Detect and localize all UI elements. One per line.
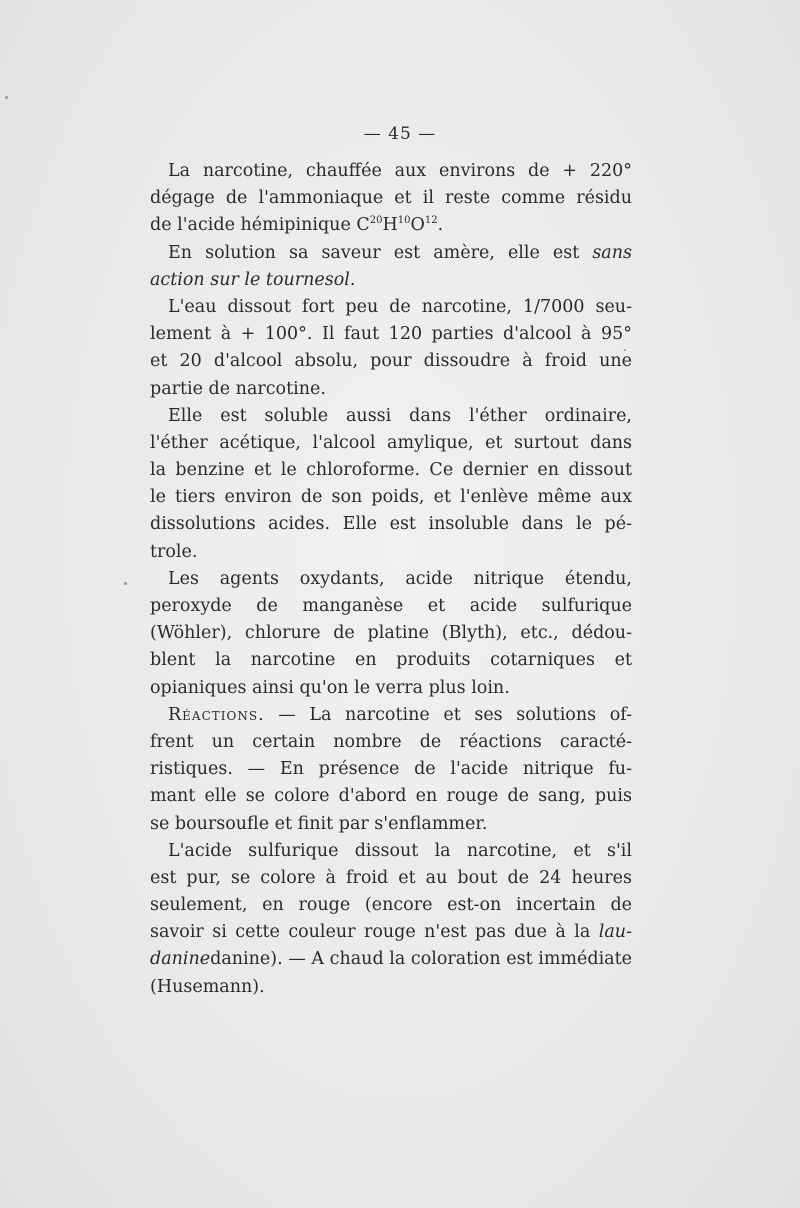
text-line: et 20 d'alcool absolu, pour dissoudre à froid une [150, 351, 632, 372]
text-line: peroxyde de manganèse et acide sulfurique [150, 596, 632, 616]
text-line: En solution sa saveur est amère, elle est sans [168, 242, 632, 263]
text-line: L'eau dissout fort peu de narcotine, 1/7000 seu- [168, 296, 632, 317]
paragraph-2 [150, 240, 632, 294]
text-line: trole. [150, 541, 198, 562]
paragraph-5 [150, 566, 632, 702]
chemical-formula: $C^{20}H^{10}O^{12}$ [356, 215, 438, 236]
text-line: dissolutions acides. Elle est insoluble dans le pé- [150, 514, 632, 535]
italic-text: danine [150, 949, 211, 970]
text-line: partie de narcotine. [150, 378, 326, 399]
paragraph-7 [150, 838, 632, 1001]
text-line: (Wöhler), chlorure de platine (Blyth), etc., dédou- [150, 623, 632, 644]
scan-speck [624, 349, 626, 351]
text-line: seulement, en rouge (encore est-on incertain de [150, 895, 632, 916]
text-line: savoir si cette couleur rouge n'est pas due à la lau- [150, 922, 632, 943]
page-number: — 45 — [363, 124, 437, 144]
body-text [150, 158, 632, 1001]
text-line: daninedanine). — A chaud la coloration est immédiate [150, 949, 632, 970]
text-line: Elle est soluble aussi dans l'éther ordinaire, [168, 405, 632, 426]
text-line: se boursoufle et finit par s'enflammer. [150, 813, 488, 834]
text-line: lement à + 100°. Il faut 120 parties d'alcool à 95° [150, 324, 632, 345]
text-line: l'éther acétique, l'alcool amylique, et surtout dans [150, 432, 632, 453]
text-line: Les agents oxydants, acide nitrique étendu, [168, 568, 632, 589]
text-line: La narcotine, chauffée aux environs de + 220° [168, 161, 632, 181]
paragraph-6 [150, 702, 632, 838]
text-line: le tiers environ de son poids, et l'enlève même aux [150, 487, 632, 508]
scan-speck [124, 582, 127, 585]
text-line: frent un certain nombre de réactions caracté- [150, 731, 632, 752]
text-line: (Husemann). [150, 976, 265, 997]
text-line: opianiques ainsi qu'on le verra plus loin. [150, 677, 510, 698]
text-line: blent la narcotine en produits cotarniques et [150, 650, 632, 671]
text-line: de l'acide hémipinique $C^{20}H^{10}O^{12}$. [150, 215, 444, 236]
section-heading: Réactions. [168, 704, 265, 725]
paragraph-1 [150, 158, 632, 240]
paragraph-3 [150, 294, 632, 403]
text-line: dégage de l'ammoniaque et il reste comme résidu [150, 188, 632, 209]
text-line: Réactions. — La narcotine et ses solutions of- [168, 704, 632, 725]
text-line: L'acide sulfurique dissout la narcotine, et s'il [168, 840, 632, 861]
text-line: mant elle se colore d'abord en rouge de sang, puis [150, 786, 632, 807]
text-line: action sur le tournesol. [150, 269, 356, 290]
text-line: est pur, se colore à froid et au bout de 24 heures [150, 867, 632, 888]
text-line: ristiques. — En présence de l'acide nitrique fu- [150, 759, 632, 780]
italic-text: sans [592, 242, 632, 263]
text-line: la benzine et le chloroforme. Ce dernier en dissout [150, 460, 632, 481]
paragraph-4 [150, 403, 632, 566]
italic-text: action sur le tournesol [150, 269, 350, 290]
italic-text: lau- [598, 922, 632, 943]
scan-speck [5, 96, 8, 99]
